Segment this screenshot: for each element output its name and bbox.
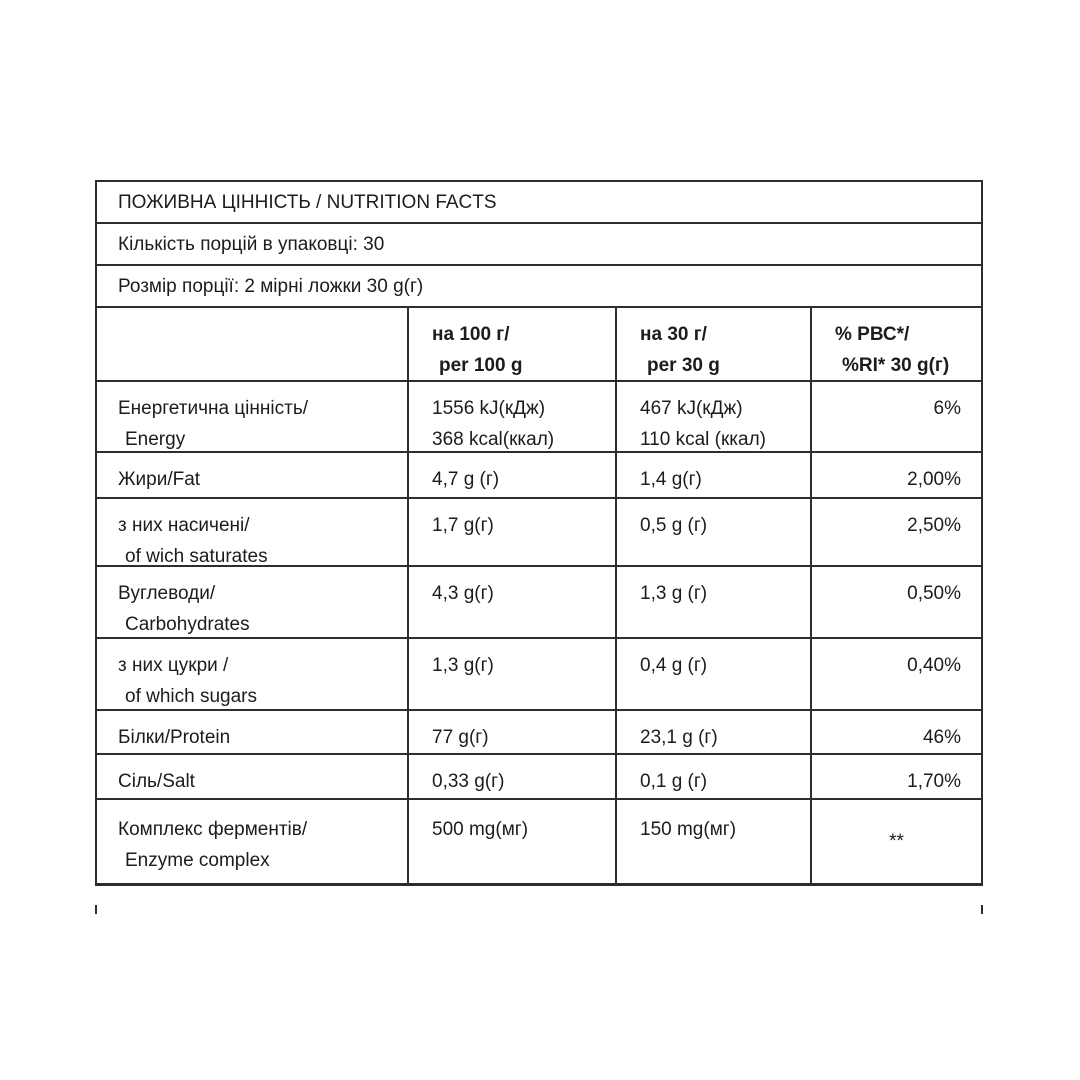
table-title: ПОЖИВНА ЦІННІСТЬ / NUTRITION FACTS (97, 182, 981, 224)
row-label-cell: з них насичені/ of wich saturates (118, 515, 268, 565)
per-30g-column-header: на 30 г/ per 30 g (615, 308, 810, 380)
reference-intake-cell: 1,70% (810, 755, 981, 798)
row-label-cell: Білки/Protein (118, 727, 231, 748)
table-row-salt (97, 755, 981, 800)
per-100g-cell: 1556 kJ(кДж) 368 kcal(ккал) (407, 382, 615, 451)
per-30g-cell: 0,5 g (г) (615, 499, 810, 565)
servings-per-pack: Кількість порцій в упаковці: 30 (97, 224, 981, 266)
table-cropped-next-row-stub (95, 905, 983, 914)
per-30g-cell: 0,4 g (г) (615, 639, 810, 709)
per-100g-column-header: на 100 г/ per 100 g (407, 308, 615, 380)
per-100g-cell: 500 mg(мг) (407, 800, 615, 883)
table-row-protein (97, 711, 981, 755)
empty-header-cell (97, 308, 407, 380)
per-100g-cell: 1,3 g(г) (407, 639, 615, 709)
table-row-carbohydrates (97, 567, 981, 639)
per-30g-cell: 1,4 g(г) (615, 453, 810, 497)
per-100g-cell: 4,7 g (г) (407, 453, 615, 497)
row-label-cell: Енергетична цінність/ Energy (118, 398, 308, 450)
nutrition-facts-table (95, 180, 983, 886)
row-label-cell: Вуглеводи/ Carbohydrates (118, 583, 250, 635)
table-row-saturates (97, 499, 981, 567)
reference-intake-cell: 2,00% (810, 453, 981, 497)
reference-intake-cell: 2,50% (810, 499, 981, 565)
reference-intake-cell: ** (810, 800, 981, 883)
per-30g-cell: 1,3 g (г) (615, 567, 810, 637)
per-100g-cell: 0,33 g(г) (407, 755, 615, 798)
per-30g-cell: 0,1 g (г) (615, 755, 810, 798)
row-label-cell: Жири/Fat (118, 469, 201, 490)
reference-intake-cell: 46% (810, 711, 981, 753)
row-label-cell: Комплекс ферментів/ Enzyme complex (118, 819, 308, 871)
serving-size: Розмір порції: 2 мірні ложки 30 g(г) (97, 266, 981, 308)
reference-intake-cell: 6% (810, 382, 981, 451)
reference-intake-cell: 0,50% (810, 567, 981, 637)
per-30g-cell: 150 mg(мг) (615, 800, 810, 883)
per-30g-cell: 467 kJ(кДж) 110 kcal (ккал) (615, 382, 810, 451)
per-100g-cell: 4,3 g(г) (407, 567, 615, 637)
column-header-row (97, 308, 981, 382)
reference-intake-column-header: % РВС*/ %RI* 30 g(г) (810, 308, 981, 380)
per-100g-cell: 77 g(г) (407, 711, 615, 753)
row-label-cell: з них цукри / of which sugars (118, 655, 258, 707)
table-row-energy (97, 382, 981, 453)
reference-intake-cell: 0,40% (810, 639, 981, 709)
table-row-sugars (97, 639, 981, 711)
table-row-fat (97, 453, 981, 499)
per-30g-cell: 23,1 g (г) (615, 711, 810, 753)
table-row-enzyme-complex (97, 800, 981, 883)
row-label-cell: Сіль/Salt (118, 771, 195, 792)
per-100g-cell: 1,7 g(г) (407, 499, 615, 565)
